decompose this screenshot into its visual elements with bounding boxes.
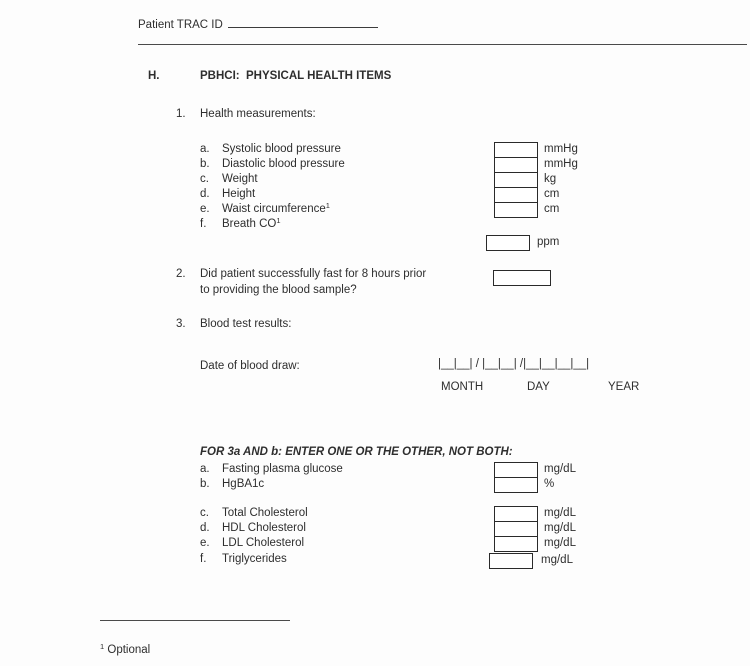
q1-header <box>176 108 316 120</box>
fasted-input[interactable] <box>493 270 551 286</box>
item-label: Triglycerides <box>222 553 287 565</box>
item-letter: e. <box>200 537 210 549</box>
measurement-row <box>200 188 255 200</box>
unit-label: cm <box>544 188 560 200</box>
blood-test-row <box>200 463 343 475</box>
item-letter: c. <box>200 173 209 185</box>
waist-input[interactable] <box>494 202 538 218</box>
patient-id-input[interactable] <box>228 15 378 28</box>
q3-number: 3. <box>176 318 186 330</box>
blood-test-row <box>200 478 264 490</box>
date-caption-month: MONTH <box>441 381 484 393</box>
item-label: Diastolic blood pressure <box>222 158 345 170</box>
item-label: Weight <box>222 173 258 185</box>
unit-label: mg/dL <box>544 537 576 549</box>
item-label: Breath CO <box>222 218 277 230</box>
item-letter: f. <box>200 218 207 230</box>
footnote-ref: 1 <box>325 201 330 210</box>
measurement-row <box>200 143 341 155</box>
q2-header <box>176 268 426 280</box>
hdl-cholesterol-input[interactable] <box>494 521 538 537</box>
unit-label: ppm <box>537 236 560 248</box>
q3-label: Blood test results: <box>200 318 292 330</box>
triglycerides-input[interactable] <box>489 553 533 569</box>
item-letter: d. <box>200 188 210 200</box>
hgba1c-input[interactable] <box>494 477 538 493</box>
q1-box-stack <box>494 142 538 218</box>
header-rule <box>138 44 747 45</box>
blood-test-row <box>200 522 306 534</box>
q3-instruction: FOR 3a AND b: ENTER ONE OR THE OTHER, NOT BOTH: <box>200 446 513 458</box>
item-label: Waist circumference <box>222 203 326 215</box>
section-letter: H. <box>148 70 160 82</box>
patient-id-label: Patient TRAC ID <box>138 19 223 31</box>
section-title: PBHCI: PHYSICAL HEALTH ITEMS <box>200 70 392 82</box>
item-label: LDL Cholesterol <box>222 537 305 549</box>
diastolic-input[interactable] <box>494 157 538 173</box>
item-label: Systolic blood pressure <box>222 143 341 155</box>
measurement-row <box>200 203 330 215</box>
footnote <box>100 644 150 656</box>
unit-label: mg/dL <box>544 507 576 519</box>
date-caption-day: DAY <box>527 381 550 393</box>
patient-id-row <box>138 15 378 31</box>
blood-draw-date-label: Date of blood draw: <box>200 360 300 372</box>
item-letter: c. <box>200 507 209 519</box>
item-letter: f. <box>200 553 207 565</box>
footnote-marker: 1 <box>100 642 105 651</box>
item-label: HgBA1c <box>222 478 265 490</box>
measurement-row <box>200 173 258 185</box>
blood-test-row <box>200 507 308 519</box>
q2-label-line2: to providing the blood sample? <box>200 284 357 296</box>
item-label: HDL Cholesterol <box>222 522 306 534</box>
measurement-row <box>200 158 345 170</box>
unit-label: kg <box>544 173 557 185</box>
systolic-input[interactable] <box>494 142 538 158</box>
footnote-rule <box>100 620 290 621</box>
unit-label: mmHg <box>544 143 578 155</box>
q1-number: 1. <box>176 108 186 120</box>
unit-label: mg/dL <box>544 463 576 475</box>
blood-draw-date-input[interactable]: |__|__| / |__|__| /|__|__|__|__| <box>438 358 590 370</box>
fasting-glucose-input[interactable] <box>494 462 538 478</box>
footnote-ref: 1 <box>276 216 281 225</box>
measurement-row <box>200 218 281 230</box>
item-letter: a. <box>200 463 210 475</box>
item-letter: e. <box>200 203 210 215</box>
item-label: Fasting plasma glucose <box>222 463 343 475</box>
item-label: Height <box>222 188 256 200</box>
height-input[interactable] <box>494 187 538 203</box>
ldl-cholesterol-input[interactable] <box>494 536 538 552</box>
unit-label: mg/dL <box>544 522 576 534</box>
item-letter: a. <box>200 143 210 155</box>
blood-test-row <box>200 537 304 549</box>
item-letter: d. <box>200 522 210 534</box>
unit-label: mg/dL <box>541 554 573 566</box>
footnote-text: Optional <box>107 644 151 656</box>
weight-input[interactable] <box>494 172 538 188</box>
total-cholesterol-input[interactable] <box>494 506 538 522</box>
q3ab-box-stack <box>494 462 538 493</box>
unit-label: mmHg <box>544 158 578 170</box>
unit-label: % <box>544 478 555 490</box>
q2-label-line1: Did patient successfully fast for 8 hours prior <box>200 268 427 280</box>
blood-test-row <box>200 553 287 565</box>
q1-label: Health measurements: <box>200 108 316 120</box>
date-caption-year: YEAR <box>608 381 640 393</box>
q3-header <box>176 318 291 330</box>
q3cf-box-stack <box>494 506 538 552</box>
unit-label: cm <box>544 203 560 215</box>
breath-co-input[interactable] <box>486 235 530 251</box>
item-label: Total Cholesterol <box>222 507 308 519</box>
q2-number: 2. <box>176 268 186 280</box>
item-letter: b. <box>200 158 210 170</box>
section-heading <box>148 70 391 82</box>
item-letter: b. <box>200 478 210 490</box>
